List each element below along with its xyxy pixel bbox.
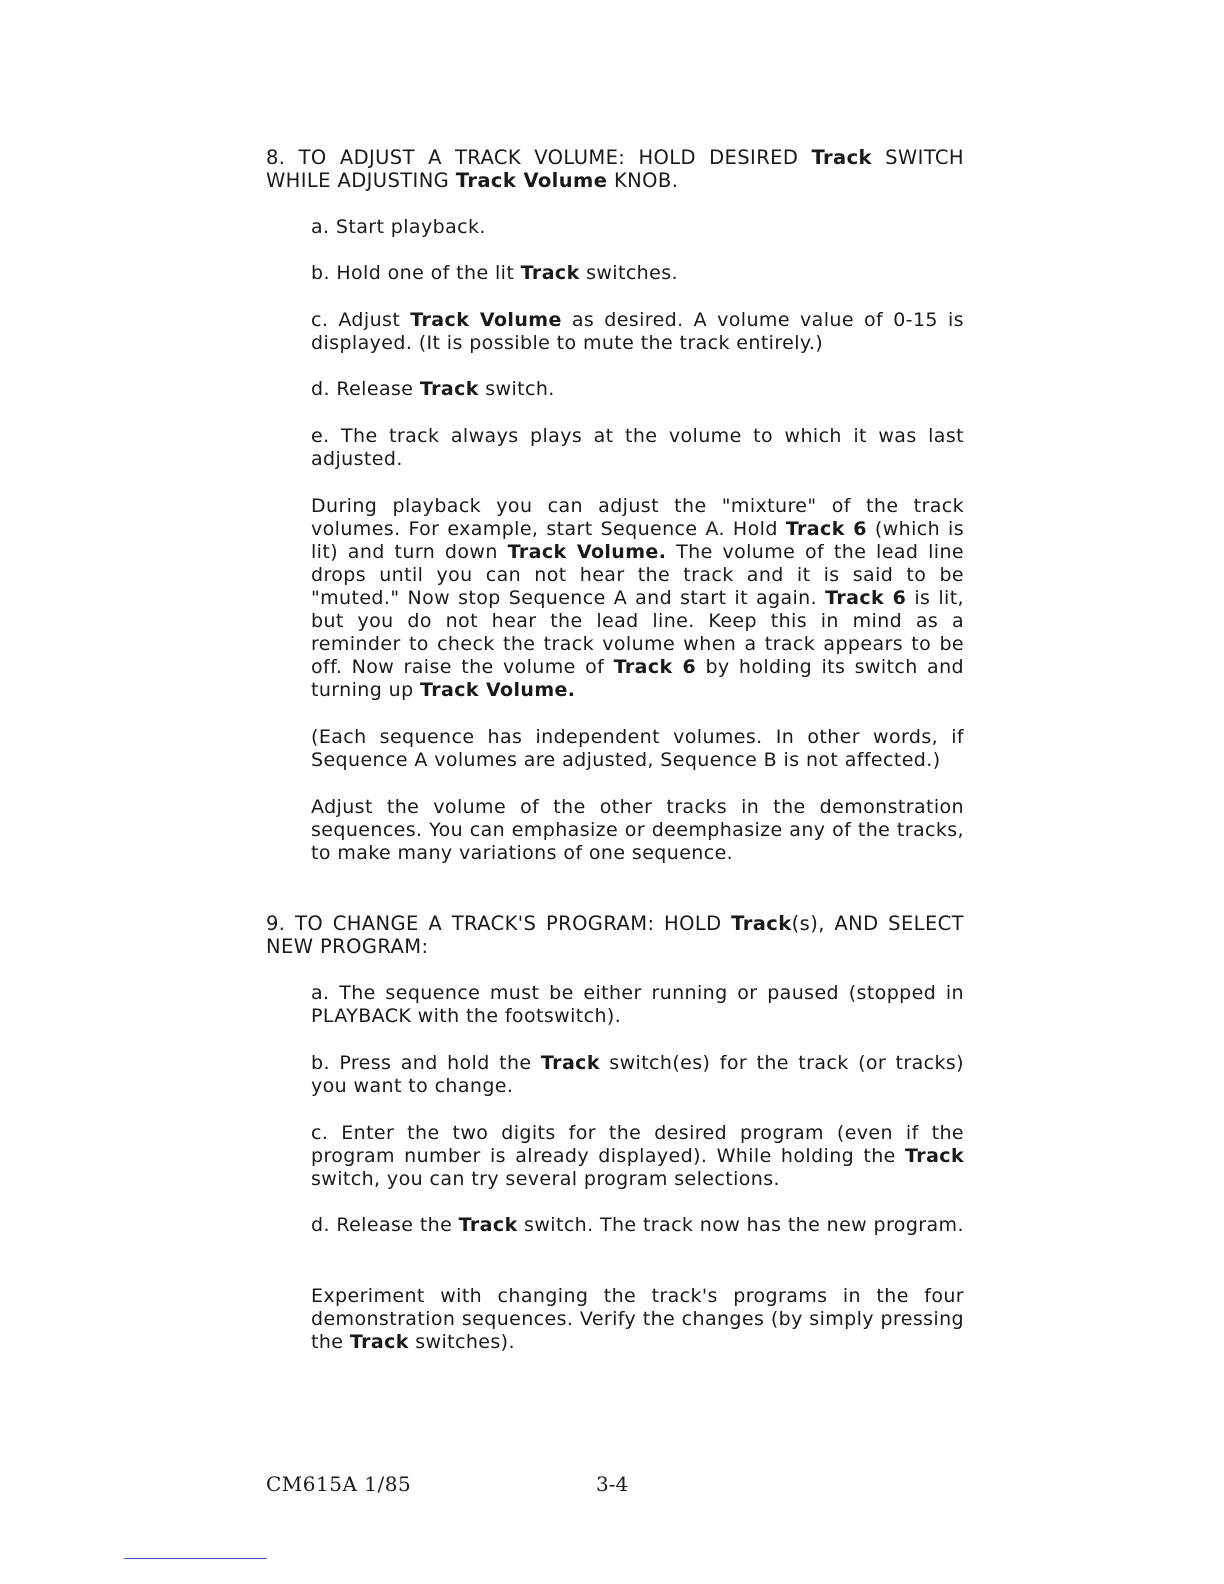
para-text: The volume of the lead line drops until you can not hear the track and it is said to be "muted." Now stop Sequence A and start it again.	[311, 541, 964, 609]
section-8-heading	[266, 146, 964, 192]
para-text: During playback you can adjust the "mixture" of the track volumes. For example, start Sequence A. Hold	[311, 495, 964, 540]
heading-bold: Track	[731, 912, 792, 935]
step-text: b. Hold one of the lit	[311, 262, 521, 284]
para-text: is lit, but you do not hear the lead line. Keep this in mind as a reminder to check the track volume when a track appears to be off. Now raise the volume of	[311, 587, 964, 678]
step-text: b. Press and hold the	[311, 1052, 541, 1074]
heading-text: 9. TO CHANGE A TRACK'S PROGRAM: HOLD	[266, 912, 732, 935]
step-bold: Track	[419, 378, 479, 400]
step-8e: e. The track always plays at the volume to which it was last adjusted.	[311, 425, 964, 470]
step-bold: Track Volume	[410, 309, 562, 331]
para-bold: Track	[349, 1331, 409, 1353]
para-text: switches).	[408, 1331, 515, 1353]
step-bold: Track	[520, 262, 580, 284]
heading-text: KNOB.	[607, 169, 679, 192]
heading-text: (s), AND SELECT NEW PROGRAM:	[266, 912, 964, 958]
step-8c	[311, 309, 964, 355]
step-bold: Track	[540, 1052, 600, 1074]
step-text: switch. The track now has the new program.	[517, 1214, 964, 1236]
para-text: by holding its switch and turning up	[311, 656, 964, 701]
step-bold: Track	[905, 1145, 964, 1167]
step-text: d. Release the	[311, 1214, 459, 1236]
adjust-other-tracks-paragraph: Adjust the volume of the other tracks in the demonstration sequences. You can emphasize or deemphasize any of the tracks, to make many variations of one sequence.	[311, 796, 964, 864]
document-id: CM615A 1/85	[266, 1472, 412, 1496]
para-text: (which is lit) and turn down	[311, 518, 964, 563]
para-bold: Track 6	[825, 587, 907, 609]
step-text: c. Adjust	[311, 309, 411, 331]
heading-bold: Track Volume	[455, 169, 608, 192]
step-text: switch, you can try several program selections.	[311, 1168, 780, 1190]
step-8b	[311, 262, 964, 285]
heading-bold: Track	[811, 146, 872, 169]
heading-text: 8. TO ADJUST A TRACK VOLUME: HOLD DESIRED	[266, 146, 812, 169]
step-bold: Track	[458, 1214, 518, 1236]
mixture-paragraph	[311, 495, 964, 702]
section-9-heading	[266, 912, 964, 958]
independent-volumes-paragraph: (Each sequence has independent volumes. In other words, if Sequence A volumes are adjusted, Sequence B is not affected.)	[311, 726, 964, 771]
step-text: switch.	[478, 378, 555, 400]
step-8a: a. Start playback.	[311, 216, 486, 238]
step-9a: a. The sequence must be either running or paused (stopped in PLAYBACK with the footswitch).	[311, 982, 964, 1027]
step-8d	[311, 378, 964, 401]
para-bold: Track 6	[785, 518, 867, 540]
step-text: c. Enter the two digits for the desired program (even if the program number is already displayed). While holding the	[311, 1122, 964, 1167]
step-9d	[311, 1214, 964, 1237]
para-text: Experiment with changing the track's programs in the four demonstration sequences. Verify the changes (by simply pressing the	[311, 1285, 964, 1353]
heading-text: SWITCH WHILE ADJUSTING	[266, 146, 964, 192]
page-number: 3-4	[596, 1472, 629, 1496]
step-text: switches.	[579, 262, 678, 284]
step-9b	[311, 1052, 964, 1098]
step-text: as desired. A volume value of 0-15 is displayed. (It is possible to mute the track entirely.)	[311, 309, 964, 354]
step-9c	[311, 1122, 964, 1191]
step-text: switch(es) for the track (or tracks) you want to change.	[311, 1052, 964, 1097]
footnote-divider	[124, 1558, 267, 1559]
para-bold: Track Volume.	[507, 541, 667, 563]
step-text: d. Release	[311, 378, 420, 400]
para-bold: Track 6	[613, 656, 697, 678]
experiment-paragraph	[311, 1285, 964, 1354]
para-bold: Track Volume.	[419, 679, 576, 701]
